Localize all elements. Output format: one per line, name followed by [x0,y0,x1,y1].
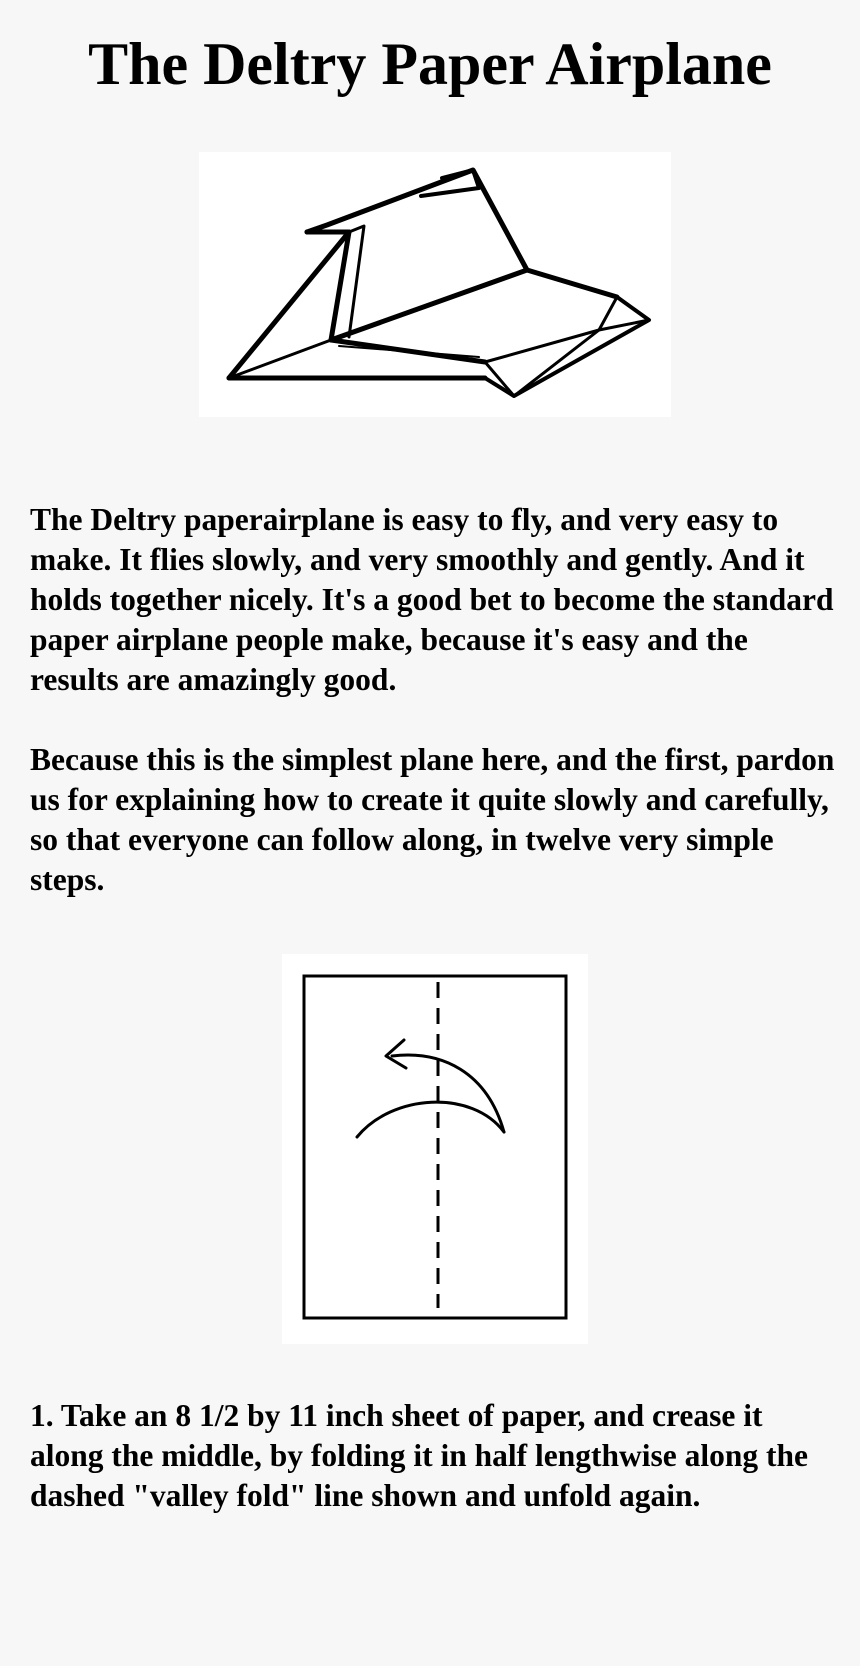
page-title: The Deltry Paper Airplane [88,31,772,97]
valley-fold-icon [282,954,588,1344]
paper-airplane-illustration [199,152,671,417]
step-1-instruction: 1. Take an 8 1/2 by 11 inch sheet of paper, and crease it along the middle, by folding it in half lengthwise along the dashed "valley fold" line shown and unfold again. [30,1398,808,1513]
paper-airplane-icon [199,152,671,417]
step1-diagram [282,954,588,1344]
intro-paragraph: Because this is the simplest plane here, and the first, pardon us for explaining how to create it quite slowly and carefully, so that everyone can follow along, in twelve very simple steps. [30,742,835,897]
intro-paragraph: The Deltry paperairplane is easy to fly, and very easy to make. It flies slowly, and very smoothly and gently. And it holds together nicely. It's a good bet to become the standard paper airplane people make, because it's easy and the results are amazingly good. [30,502,834,697]
